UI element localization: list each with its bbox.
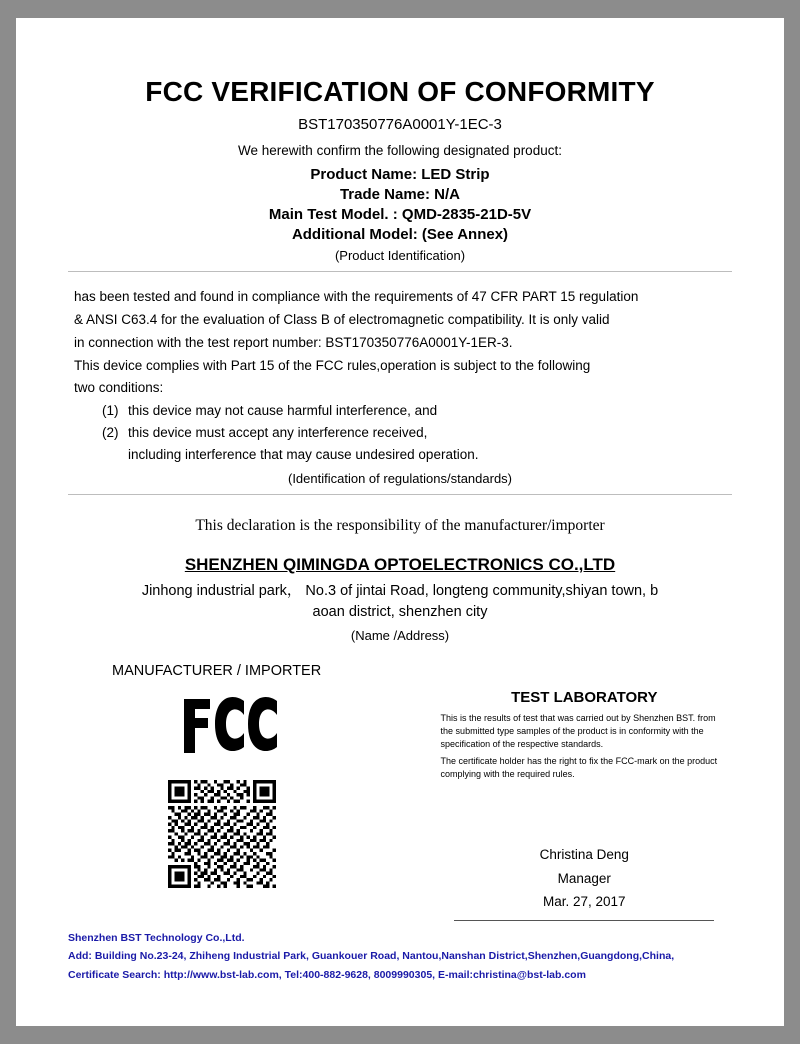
confirm-line: We herewith confirm the following designated product:	[238, 143, 562, 158]
certificate-number: BST170350776A0001Y-1EC-3	[298, 116, 502, 133]
condition-2-number: (2)	[102, 425, 119, 441]
footer-company: Shenzhen BST Technology Co.,Ltd.	[68, 931, 245, 944]
compliance-line-3: in connection with the test report number: BST170350776A0001Y-1ER-3.	[74, 334, 513, 350]
signature-date: Mar. 27, 2017	[542, 894, 626, 910]
compliance-line-1: has been tested and found in compliance with the requirements of 47 CFR PART 15 regulation	[74, 289, 639, 304]
footer-address: Add: Building No.23-24, Zhiheng Industrial Park, Guankouer Road, Nantou,Nanshan District,Shenzhen,Guangdong,China,	[68, 950, 675, 963]
qr-code-icon	[168, 780, 276, 888]
signatory-position: Manager	[557, 870, 611, 886]
product-identification-caption: (Product Identification)	[334, 248, 466, 263]
test-laboratory-text	[437, 712, 732, 781]
compliance-line-5: two conditions:	[74, 380, 164, 396]
signature-block	[437, 843, 732, 921]
condition-2-text: this device must accept any interference received,	[128, 425, 428, 441]
product-name-line: Product Name: LED Strip	[310, 166, 490, 183]
condition-continuation: including interference that may cause undesired operation.	[128, 447, 479, 463]
page-title: FCC VERIFICATION OF CONFORMITY	[145, 76, 655, 107]
declaration-statement: This declaration is the responsibility of the manufacturer/importer	[195, 516, 605, 534]
compliance-line-2: & ANSI C63.4 for the evaluation of Class B of electromagnetic compatibility. It is only valid	[74, 311, 610, 327]
signatory-name: Christina Deng	[539, 847, 629, 863]
name-address-caption: (Name /Address)	[350, 627, 450, 643]
test-laboratory-title: TEST LABORATORY	[511, 688, 658, 706]
condition-1-text: this device may not cause harmful interference, and	[128, 403, 438, 419]
lower-left-column	[68, 685, 427, 921]
fcc-logo-icon	[182, 695, 427, 762]
test-laboratory-paragraph-2: The certificate holder has the right to fix the FCC-mark on the product complying with the required rules.	[440, 756, 718, 780]
company-name: SHENZHEN QIMINGDA OPTOELECTRONICS CO.,LTD	[184, 554, 616, 574]
lower-right-column	[427, 685, 732, 921]
certificate-sheet	[16, 18, 784, 1026]
additional-model-line: Additional Model: (See Annex)	[291, 226, 509, 243]
condition-1-number: (1)	[102, 403, 119, 419]
condition-1	[74, 400, 726, 422]
trade-name-line: Trade Name: N/A	[339, 186, 461, 203]
lower-section	[68, 685, 732, 921]
manufacturer-importer-label: MANUFACTURER / IMPORTER	[112, 662, 322, 679]
company-address-line-1: Jinhong industrial park， No.3 of jintai Road, longteng community,shiyan town, b	[141, 582, 659, 599]
signature-rule	[454, 920, 714, 921]
divider-bottom	[68, 494, 732, 495]
footer	[68, 929, 744, 984]
regulations-caption: (Identification of regulations/standards)	[287, 470, 512, 486]
condition-2	[74, 422, 726, 466]
company-address-line-2: aoan district, shenzhen city	[312, 603, 488, 620]
main-test-model-line: Main Test Model. : QMD-2835-21D-5V	[268, 206, 532, 223]
test-laboratory-paragraph-1: This is the results of test that was carried out by Shenzhen BST. from the submitted type samples of the product is in conformity with the specification of the respective standards.	[440, 712, 716, 749]
footer-contact: Certificate Search: http://www.bst-lab.com, Tel:400-882-9628, 8009990305, E-mail:christina@bst-lab.com	[68, 968, 586, 981]
divider-top	[68, 271, 732, 272]
compliance-line-4: This device complies with Part 15 of the FCC rules,operation is subject to the following	[74, 357, 591, 373]
compliance-body	[68, 286, 732, 466]
